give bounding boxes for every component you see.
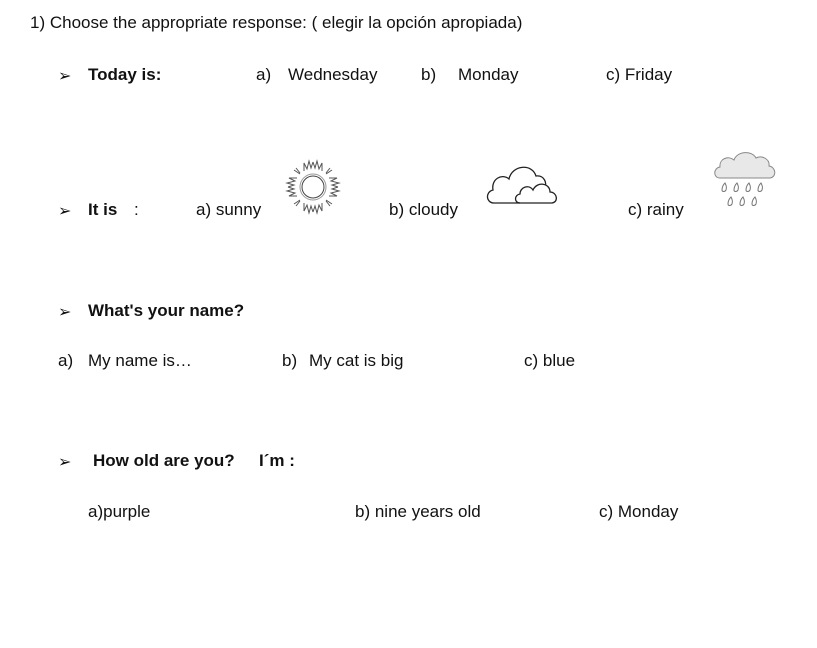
option-a: a)purple	[88, 502, 151, 521]
rain-cloud-icon	[712, 148, 778, 210]
option-b: b) cloudy	[389, 200, 458, 219]
arrow-bullet-icon: ➢	[58, 68, 72, 85]
option-c: c) rainy	[628, 200, 684, 219]
option-b-letter: b)	[421, 65, 437, 84]
option-a-letter: a)	[256, 65, 272, 84]
option-c: c) blue	[524, 351, 576, 370]
option-a-text: Wednesday	[288, 65, 378, 84]
question-4-prompt: How old are you?	[93, 451, 235, 470]
sun-icon	[284, 158, 342, 216]
option-b-text: My cat is big	[309, 351, 404, 370]
option-c: c) Friday	[606, 65, 673, 84]
option-a-text: My name is…	[88, 351, 192, 370]
option-c: c) Monday	[599, 502, 679, 521]
option-b-text: Monday	[458, 65, 519, 84]
arrow-bullet-icon: ➢	[58, 454, 72, 471]
question-2-colon: :	[134, 200, 139, 219]
question-1-prompt: Today is:	[88, 65, 162, 84]
arrow-bullet-icon: ➢	[58, 304, 72, 321]
question-2-prompt: It is	[88, 200, 118, 219]
option-a-letter: a)	[58, 351, 74, 370]
arrow-bullet-icon: ➢	[58, 203, 72, 220]
cloud-icon	[484, 159, 564, 209]
option-b: b) nine years old	[355, 502, 481, 521]
question-3-prompt: What's your name?	[88, 301, 245, 320]
instruction-text: 1) Choose the appropriate response: ( elegir la opción apropiada)	[30, 13, 523, 32]
question-4-prompt-suffix: I´m :	[259, 451, 295, 470]
option-b-letter: b)	[282, 351, 298, 370]
option-a: a) sunny	[196, 200, 262, 219]
